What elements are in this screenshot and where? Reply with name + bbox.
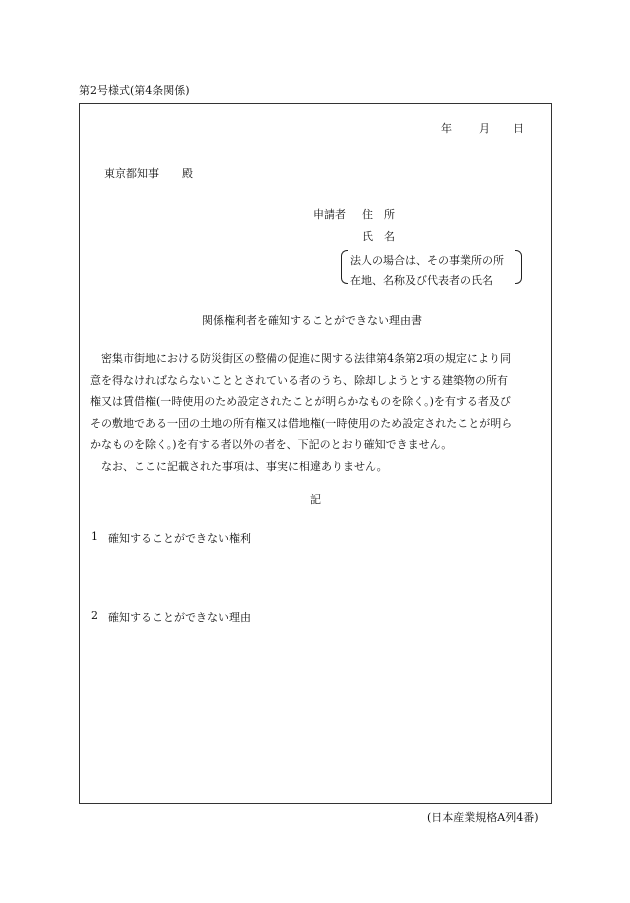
body-line: 意を得なければならないこととされている者のうち、除却しようとする建築物の所有 (90, 373, 508, 387)
form-number: 第2号様式(第4条関係) (79, 84, 190, 97)
item-label: 確知することができない理由 (108, 611, 251, 624)
date-month: 月 (479, 122, 490, 135)
body-line: かなものを除く。)を有する者以外の者を、下記のとおり確知できません。 (90, 438, 453, 451)
document-title: 関係権利者を確知することができない理由書 (202, 314, 422, 327)
item-number: 1 (91, 530, 98, 543)
body-line: 権又は賃借権(一時使用のため設定されたことが明らかなものを除く。)を有する者及び (90, 395, 511, 408)
ki-heading: 記 (310, 493, 321, 506)
applicant-name-label: 氏 名 (362, 230, 395, 243)
date-year: 年 (441, 122, 452, 135)
body-line: なお、ここに記載された事項は、事実に相違ありません。 (90, 459, 388, 473)
date-day: 日 (513, 122, 524, 135)
corporate-note-line1: 法人の場合は、その事業所の所 (350, 254, 504, 267)
addressee-honorific: 殿 (182, 167, 193, 180)
applicant-label: 申請者 (313, 208, 346, 221)
body-line: 密集市街地における防災街区の整備の促進に関する法律第4条第2項の規定により同 (90, 352, 511, 365)
body-line: その敷地である一団の土地の所有権又は借地権(一時使用のため設定されたことが明ら (90, 416, 513, 430)
addressee-name: 東京都知事 (104, 167, 159, 180)
item-label: 確知することができない権利 (108, 532, 251, 545)
body-text (90, 348, 530, 477)
item-number: 2 (91, 609, 98, 622)
bracket-left (341, 250, 348, 284)
footer-note: (日本産業規格A列4番) (427, 811, 539, 824)
bracket-right (515, 250, 522, 284)
applicant-address-label: 住 所 (362, 208, 395, 221)
corporate-note-line2: 在地、名称及び代表者の氏名 (350, 274, 493, 287)
